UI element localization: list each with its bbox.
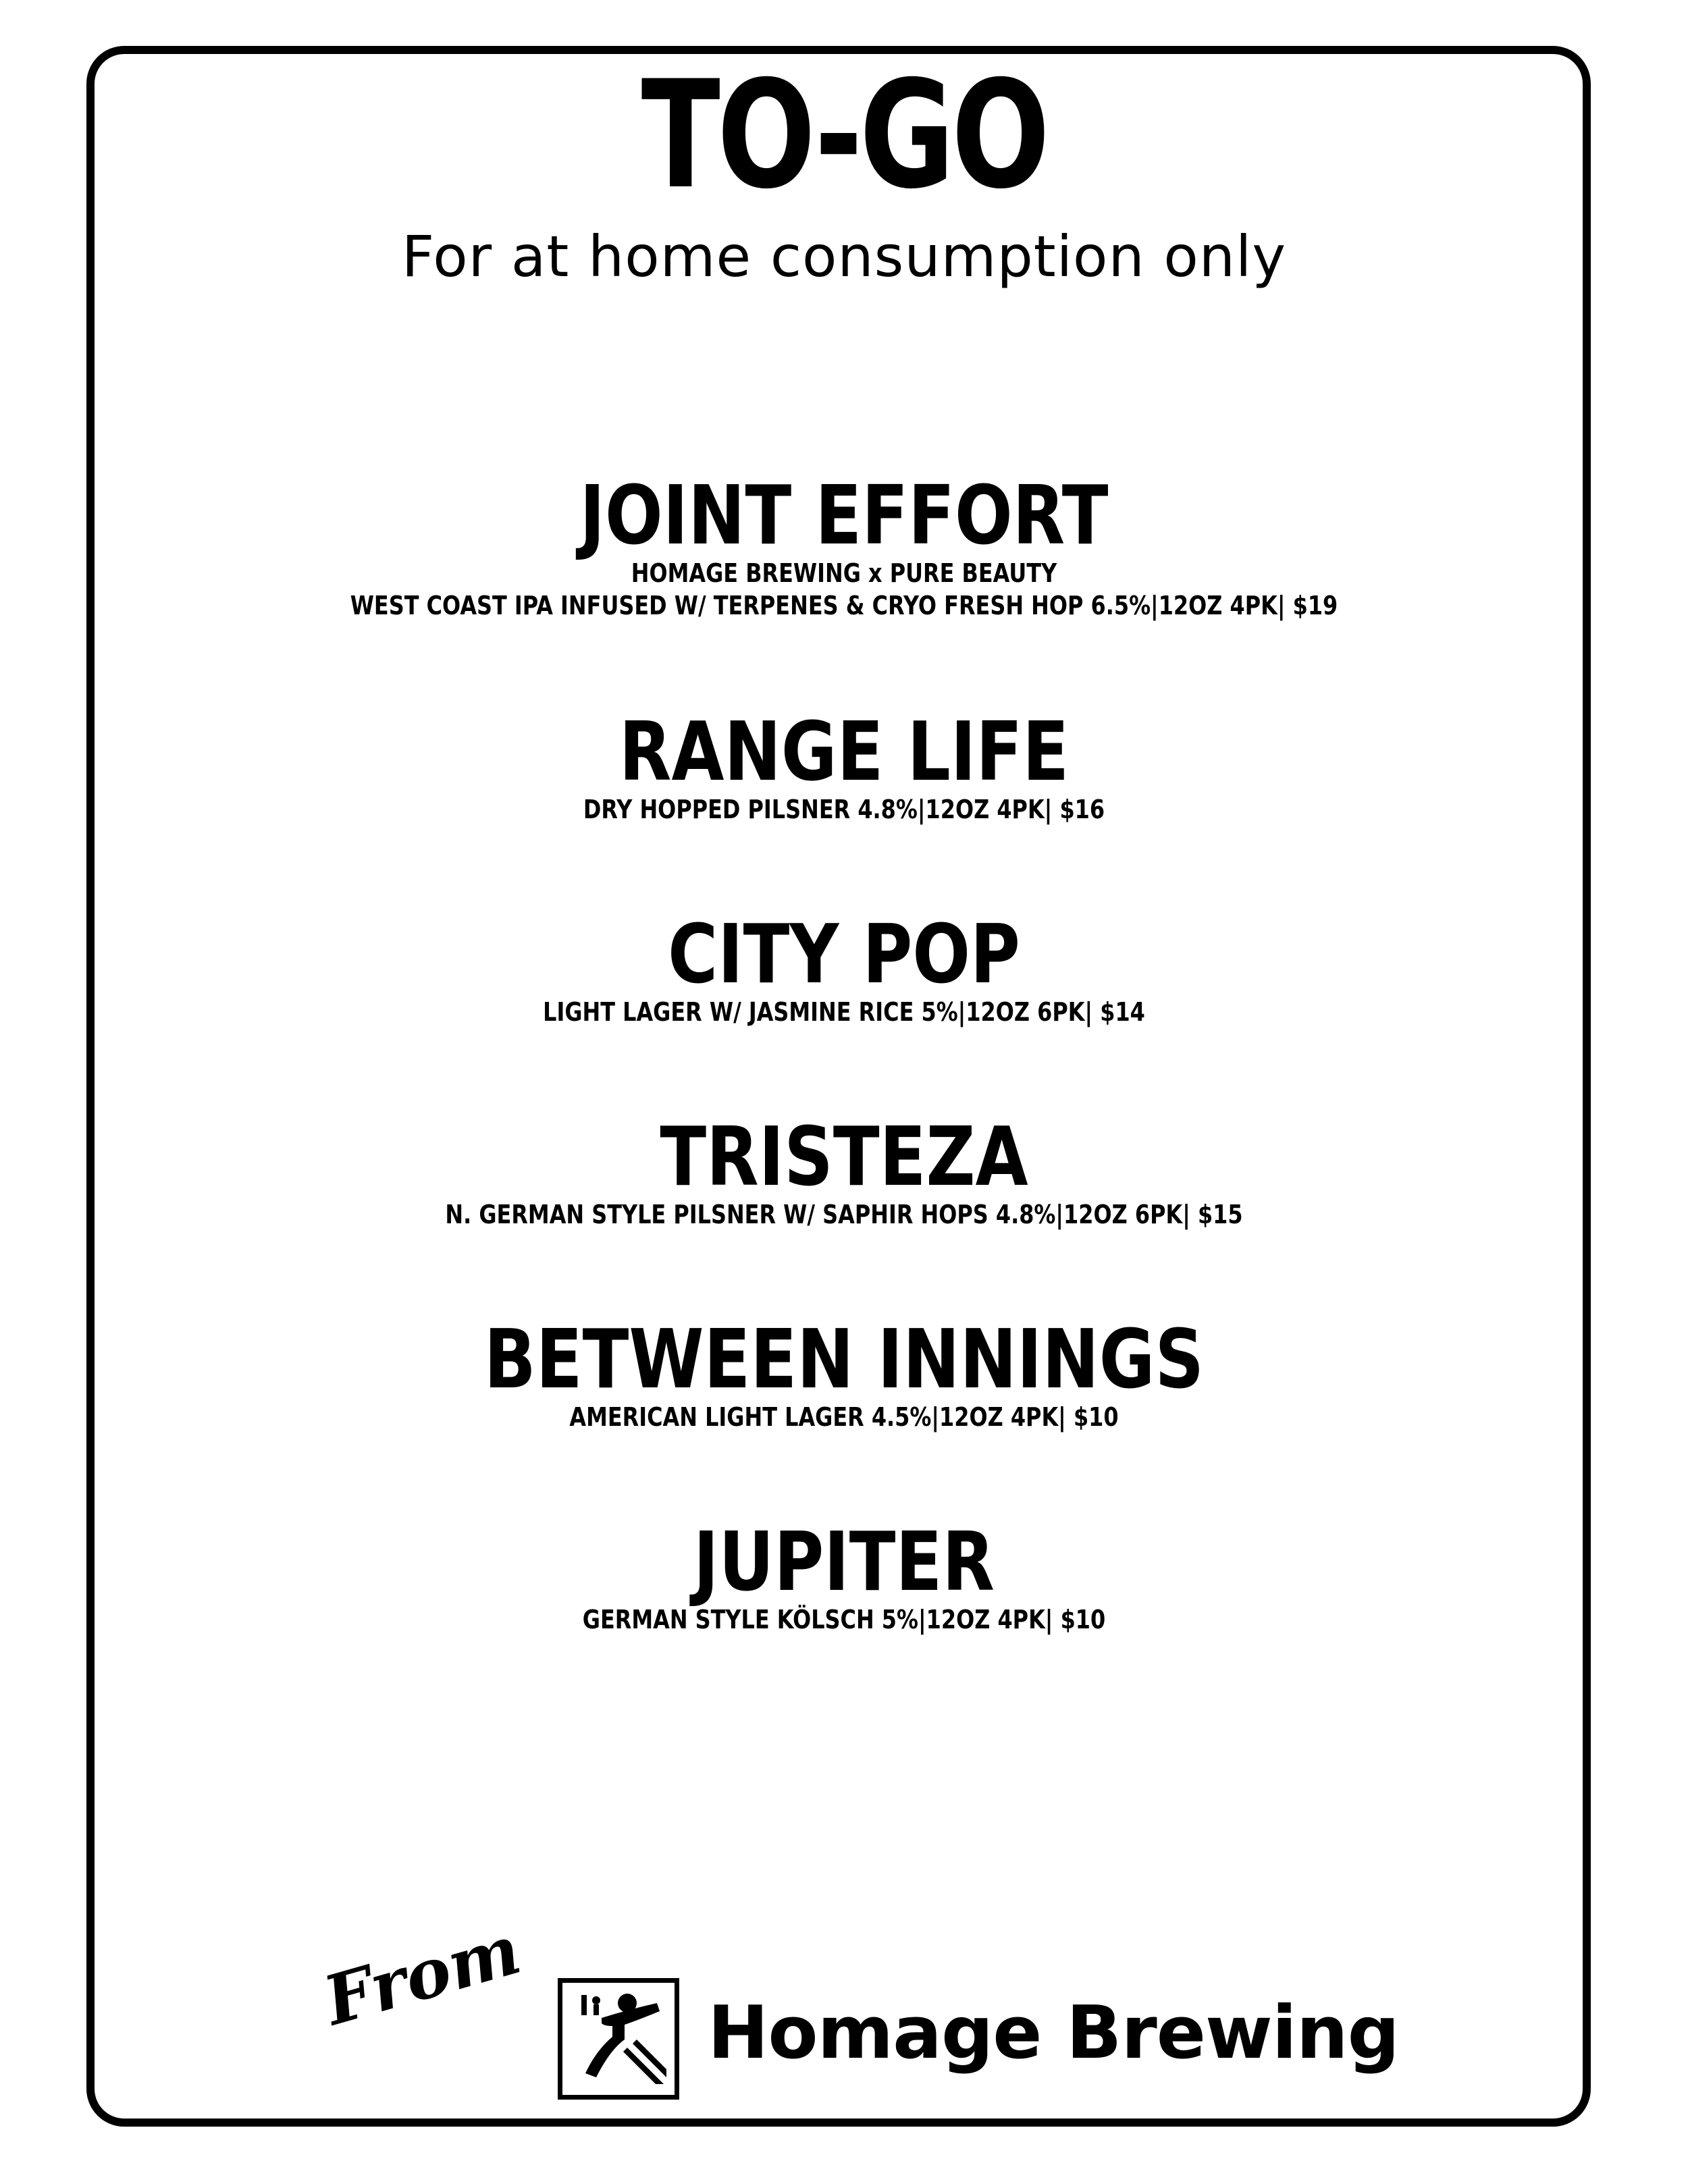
item-name: CITY POP	[668, 908, 1020, 1002]
item-detail: GERMAN STYLE KÖLSCH 5%|12OZ 4PK| $10	[582, 1605, 1106, 1634]
item-name: RANGE LIFE	[618, 705, 1070, 799]
menu-title: TO-GO	[641, 49, 1047, 221]
menu-item-tristeza	[0, 1111, 1688, 1231]
menu-item-joint-effort	[0, 469, 1688, 621]
menu-item-range-life	[0, 705, 1688, 826]
item-name: JUPITER	[693, 1516, 995, 1609]
item-name: JOINT EFFORT	[579, 469, 1109, 563]
homage-logo-graphic	[562, 1983, 675, 2095]
item-detail: WEST COAST IPA INFUSED W/ TERPENES & CRYO FRESH HOP 6.5%|12OZ 4PK| $19	[350, 590, 1338, 620]
menu-item-jupiter	[0, 1516, 1688, 1636]
from-text: From	[315, 1909, 529, 2041]
item-detail: AMERICAN LIGHT LAGER 4.5%|12OZ 4PK| $10	[569, 1402, 1119, 1432]
item-detail: HOMAGE BREWING x PURE BEAUTY	[631, 558, 1057, 588]
item-detail: DRY HOPPED PILSNER 4.8%|12OZ 4PK| $16	[583, 795, 1105, 824]
menu-item-city-pop	[0, 908, 1688, 1028]
item-detail: LIGHT LAGER W/ JASMINE RICE 5%|12OZ 6PK| $14	[543, 997, 1145, 1027]
menu-subtitle: For at home consumption only	[401, 223, 1287, 290]
item-detail: N. GERMAN STYLE PILSNER W/ SAPHIR HOPS 4.8%|12OZ 6PK| $15	[445, 1200, 1243, 1229]
menu-border	[86, 46, 1591, 2127]
item-name: BETWEEN INNINGS	[483, 1313, 1205, 1407]
menu-item-between-innings	[0, 1313, 1688, 1433]
item-name: TRISTEZA	[660, 1111, 1028, 1204]
homage-figure-icon	[558, 1978, 679, 2100]
brand-name: Homage Brewing	[708, 1991, 1399, 2075]
